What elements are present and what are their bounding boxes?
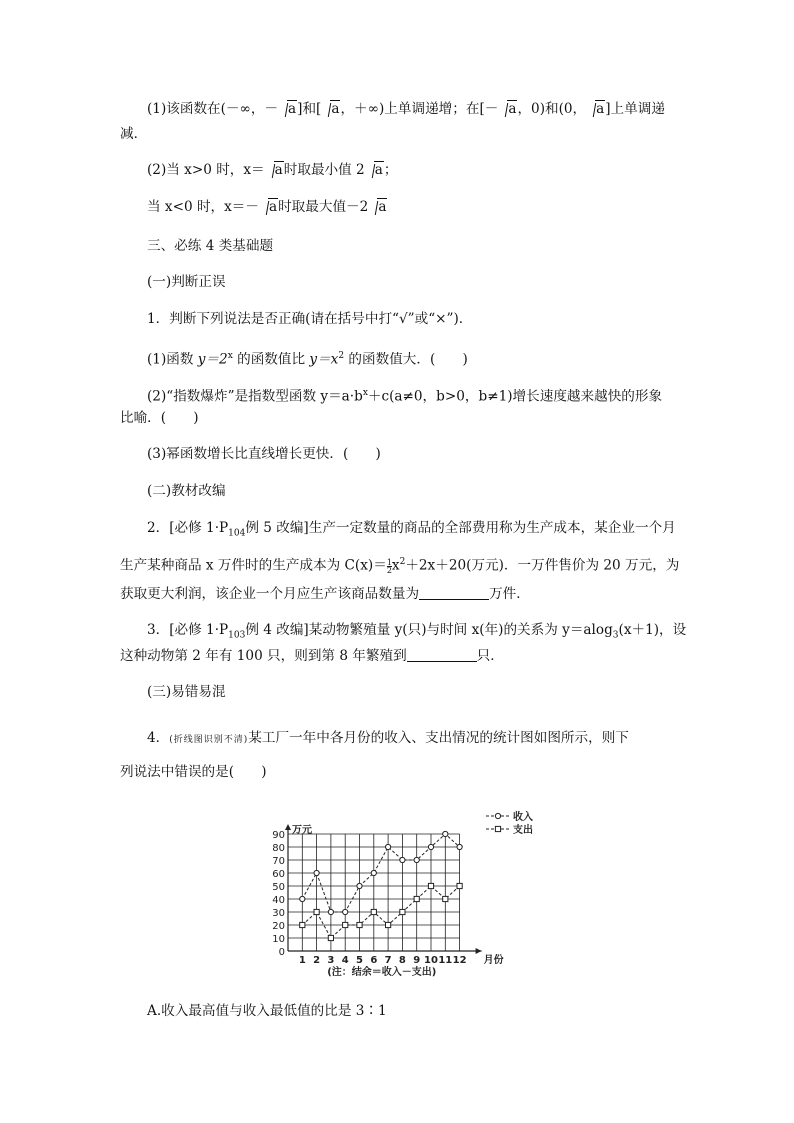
- subscript: 104: [228, 528, 246, 539]
- answer-line-1: [147, 100, 665, 118]
- text-run: (x＋1)，设: [618, 622, 687, 638]
- y-axis-arrow: [285, 824, 291, 830]
- text-run: (1)函数: [147, 351, 198, 368]
- y-tick-label: 0: [278, 947, 285, 958]
- superscript: 2: [399, 557, 406, 567]
- x-tick-label: 9: [413, 955, 421, 966]
- x-tick-label: 1: [298, 955, 306, 966]
- y-tick-label: 30: [272, 908, 285, 919]
- superscript: 2: [338, 351, 345, 361]
- x-tick-label: 3: [327, 955, 335, 966]
- answer-blank[interactable]: [407, 649, 477, 662]
- subsection-heading-2: (二)教材改编: [147, 483, 226, 499]
- legend-label: 收入: [513, 812, 533, 823]
- y-tick-label: 70: [272, 856, 285, 867]
- x-tick-label: 2: [313, 955, 321, 966]
- text-run: (1)该函数在(－∞，－: [147, 101, 279, 117]
- option-a: A.收入最高值与收入最低值的比是 3∶1: [147, 1003, 387, 1019]
- income-point: [400, 857, 405, 862]
- income-point: [328, 909, 333, 914]
- x-tick-label: 7: [384, 955, 392, 966]
- math-run: y＝x: [309, 351, 339, 368]
- q1-item-3: (3)幂函数增长比直线增长更快．( ): [147, 446, 381, 462]
- q1-item-2-cont: 比喻．( ): [120, 410, 199, 426]
- expense-point: [443, 896, 448, 901]
- sqrt-a: a: [260, 198, 278, 216]
- text-run: 2．[必修 1·P: [147, 520, 229, 536]
- text-run: ，0)和(0，: [517, 101, 587, 117]
- x-tick-label: 8: [398, 955, 406, 966]
- superscript: x: [227, 351, 233, 361]
- text-run: 时取最大值－2: [278, 199, 369, 215]
- text-run: 这种动物第 2 年有 100 只，则到第 8 年繁殖到: [120, 648, 407, 664]
- income-point: [371, 870, 376, 875]
- income-point: [343, 909, 348, 914]
- text-run: 时取最小值 2: [283, 162, 365, 178]
- text-run: 例 5 改编]生产一定数量的商品的全部费用称为生产成本，某企业一个月: [245, 520, 676, 536]
- text-run: 获取更大利润，该企业一个月应生产该商品数量为: [120, 586, 420, 602]
- q2-line-1: [147, 519, 676, 543]
- text-run: 某工厂一年中各月份的收入、支出情况的统计图如图所示，则下: [248, 730, 629, 746]
- chart-note: (注：结余＝收入－支出): [327, 967, 437, 978]
- expense-point: [400, 909, 405, 914]
- text-run: 只．: [476, 648, 504, 664]
- q1-stem: 1．判断下列说法是否正确(请在括号中打“√”或“×”)．: [147, 311, 473, 327]
- fraction-half: $\frac{1}{2}$: [386, 557, 392, 575]
- q2-line-2: [120, 553, 679, 575]
- q3-line-1: [147, 621, 686, 645]
- text-run: ]上单调递: [605, 101, 665, 117]
- expense-point: [457, 883, 462, 888]
- income-point: [386, 844, 391, 849]
- x-axis-arrow: [476, 948, 482, 954]
- math-run: x: [391, 557, 400, 574]
- y-tick-label: 60: [272, 869, 285, 880]
- income-point: [300, 896, 305, 901]
- text-run: 万件．: [489, 586, 530, 602]
- text-run: 当 x<0 时，x＝－: [147, 199, 259, 215]
- text-run: ；: [383, 162, 398, 178]
- text-run: ，＋∞)上单调递增；在[－: [340, 101, 499, 117]
- text-run: ＋c(a≠0，b>0，b≠1)增长速度越来越快的形象: [367, 388, 663, 405]
- income-point: [314, 870, 319, 875]
- math-run: y＝2: [197, 351, 228, 368]
- legend-label: 支出: [513, 825, 533, 836]
- text-run: ＋2x＋20(万元)．一万件售价为 20 万元，为: [405, 557, 680, 574]
- sqrt-a: a: [322, 100, 340, 118]
- text-run: 生产某种商品 x 万件时的生产成本为 C(x)＝: [120, 557, 387, 574]
- y-tick-label: 10: [272, 934, 285, 945]
- expense-point: [328, 935, 333, 940]
- legend-marker-circle: [495, 813, 500, 818]
- expense-point: [386, 922, 391, 927]
- y-tick-label: 50: [272, 882, 285, 893]
- error-tag: (折线图识别不清): [169, 735, 249, 745]
- x-tick-label: 5: [356, 955, 363, 966]
- sqrt-a: a: [266, 161, 284, 179]
- x-tick-label: 4: [341, 955, 349, 966]
- income-point: [428, 844, 433, 849]
- text-run: 例 4 改编]某动物繁殖量 y(只)与时间 x(年)的关系为 y＝alog: [245, 622, 613, 638]
- text-run: (2)“指数爆炸”是指数型函数 y＝a·b: [147, 388, 363, 405]
- sqrt-a: a: [366, 161, 384, 179]
- section-heading: 三、必练 4 类基础题: [147, 238, 274, 254]
- text-run: 3．[必修 1·P: [147, 622, 229, 638]
- text-run: 的函数值比: [232, 351, 310, 368]
- superscript: x: [362, 388, 368, 398]
- y-tick-label: 80: [272, 843, 285, 854]
- answer-line-1-cont: 减．: [120, 126, 148, 142]
- q4-line-1: [147, 729, 629, 749]
- expense-point: [300, 922, 305, 927]
- text-run: ]和[: [297, 101, 322, 117]
- q1-item-2: [147, 384, 662, 406]
- sqrt-a: a: [279, 100, 297, 118]
- sqrt-a: a: [587, 100, 605, 118]
- subsection-heading-1: (一)判断正误: [147, 274, 226, 290]
- y-tick-label: 40: [272, 895, 285, 906]
- y-tick-label: 20: [272, 921, 285, 932]
- income-point: [443, 831, 448, 836]
- expense-point: [428, 883, 433, 888]
- q4-line-2: 列说法中错误的是( ): [120, 764, 267, 780]
- subscript: 3: [612, 630, 619, 641]
- expense-point: [343, 922, 348, 927]
- q1-item-1: [147, 347, 468, 369]
- text-run: 的函数值大．( ): [344, 351, 468, 368]
- q2-line-3: [120, 585, 530, 603]
- x-tick-label: 11: [438, 955, 453, 966]
- sqrt-a: a: [369, 198, 387, 216]
- x-tick-label: 10: [424, 955, 438, 966]
- x-axis-label: 月份: [483, 955, 504, 966]
- expense-point: [357, 922, 362, 927]
- expense-point: [414, 896, 419, 901]
- q3-line-2: [120, 647, 504, 665]
- subsection-heading-3: (三)易错易混: [147, 684, 226, 700]
- sqrt-a: a: [499, 100, 517, 118]
- income-expense-chart: [268, 806, 558, 982]
- y-axis-label: 万元: [292, 825, 312, 836]
- subscript: 103: [228, 630, 246, 641]
- x-tick-label: 6: [370, 955, 378, 966]
- y-tick-label: 90: [272, 830, 285, 841]
- expense-point: [314, 909, 319, 914]
- income-point: [414, 857, 419, 862]
- answer-line-2: [147, 161, 397, 179]
- income-point: [357, 883, 362, 888]
- text-run: (2)当 x>0 时，x＝: [147, 162, 265, 178]
- x-tick-label: 12: [452, 955, 467, 966]
- income-point: [457, 844, 462, 849]
- question-number: 4．: [147, 730, 170, 746]
- answer-line-3: [147, 198, 387, 216]
- legend-marker-square: [495, 826, 500, 831]
- answer-blank[interactable]: [419, 587, 489, 600]
- expense-point: [371, 909, 376, 914]
